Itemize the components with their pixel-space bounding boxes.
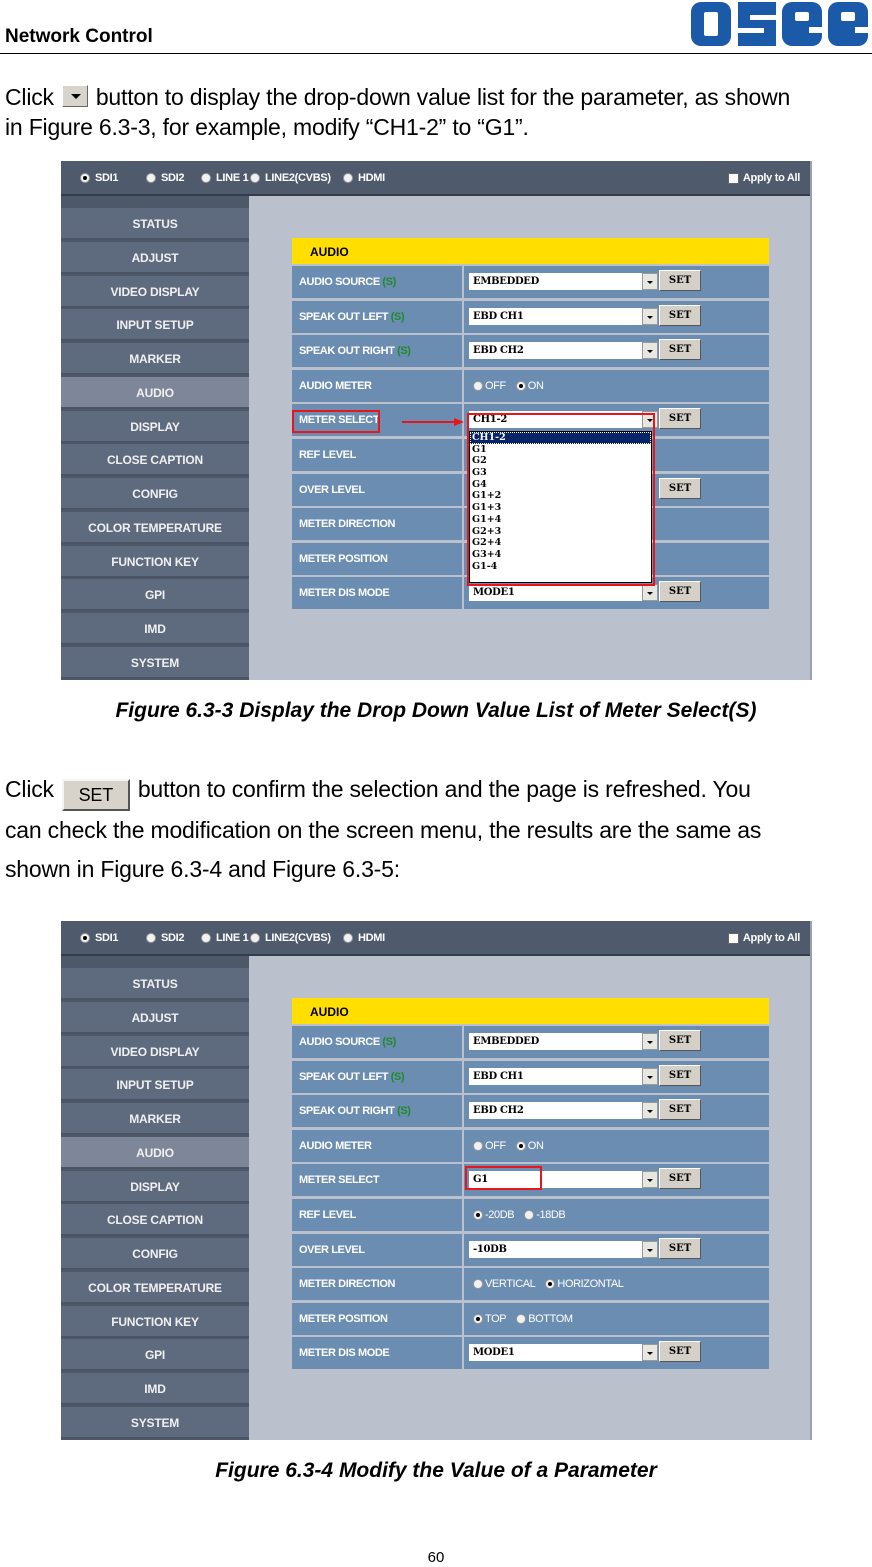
radio-group <box>473 370 554 402</box>
setting-row-audio-meter <box>292 370 769 402</box>
audio-panel-header: AUDIO <box>292 998 769 1024</box>
dropdown-option[interactable]: G1-4 <box>472 560 498 572</box>
radio-option--20db[interactable]: -20DB <box>473 1209 514 1221</box>
set-button[interactable]: SET <box>659 1168 701 1189</box>
sidebar-item-imd[interactable]: IMD <box>61 613 249 645</box>
setting-label: METER DIS MODE <box>292 577 462 609</box>
value-select[interactable]: -10DB <box>469 1241 658 1258</box>
sidebar-item-input-setup[interactable]: INPUT SETUP <box>61 309 249 341</box>
page-number: 60 <box>427 1549 445 1566</box>
radio-option-off[interactable]: OFF <box>473 1140 506 1152</box>
radio-option-off[interactable]: OFF <box>473 380 506 392</box>
dropdown-arrow-icon[interactable] <box>642 1241 658 1258</box>
set-button[interactable]: SET <box>659 1099 701 1120</box>
setting-label: SPEAK OUT LEFT (S) <box>292 1061 462 1093</box>
setting-row-over-level <box>292 1234 769 1266</box>
dropdown-option[interactable]: G3+4 <box>472 548 502 560</box>
setting-label: METER DIRECTION <box>292 508 462 540</box>
sidebar-item-imd[interactable]: IMD <box>61 1373 249 1405</box>
sidebar-menu <box>61 196 249 680</box>
setting-label: AUDIO METER <box>292 1130 462 1162</box>
meter-select-dropdown-list <box>469 431 652 583</box>
value-select[interactable]: MODE1 <box>469 584 658 601</box>
page-header-title: Network Control <box>5 26 153 47</box>
sidebar-item-gpi[interactable]: GPI <box>61 1339 249 1371</box>
radio-icon[interactable] <box>473 1210 483 1220</box>
sidebar-item-input-setup[interactable]: INPUT SETUP <box>61 1069 249 1101</box>
setting-label: REF LEVEL <box>292 1199 462 1231</box>
figure-caption: Figure 6.3-4 Modify the Value of a Parameter <box>215 1459 657 1482</box>
dropdown-arrow-icon[interactable] <box>642 1102 658 1119</box>
dropdown-option[interactable]: G2+4 <box>472 537 502 549</box>
dropdown-arrow-icon[interactable] <box>642 1068 658 1085</box>
set-button[interactable]: SET <box>659 1238 701 1259</box>
setting-value-cell <box>464 370 769 402</box>
set-button-illustration: SET <box>62 779 130 811</box>
sidebar-item-close-caption[interactable]: CLOSE CAPTION <box>61 1204 249 1236</box>
radio-icon[interactable] <box>473 1279 483 1289</box>
radio-icon[interactable] <box>473 1314 483 1324</box>
set-button[interactable]: SET <box>659 1065 701 1086</box>
radio-icon[interactable] <box>250 933 260 943</box>
sidebar-item-config[interactable]: CONFIG <box>61 478 249 510</box>
radio-icon[interactable] <box>343 173 353 183</box>
setting-value-cell <box>464 301 769 333</box>
setting-value-cell <box>464 1303 769 1335</box>
sidebar-item-display[interactable]: DISPLAY <box>61 1171 249 1203</box>
radio-icon[interactable] <box>545 1279 555 1289</box>
radio-group <box>473 1130 554 1162</box>
radio-icon[interactable] <box>250 173 260 183</box>
value-select[interactable]: EBD CH1 <box>469 308 658 325</box>
setting-value-cell <box>464 1130 769 1162</box>
value-select[interactable]: EMBEDDED <box>469 1033 658 1050</box>
set-button[interactable]: SET <box>659 408 701 429</box>
red-arrow-head-icon <box>454 418 464 426</box>
setting-row-speak-out-left <box>292 301 769 333</box>
source-radio-line-1[interactable]: LINE 1 <box>201 932 248 944</box>
radio-icon[interactable] <box>80 933 90 943</box>
setting-row-meter-dis-mode <box>292 1337 769 1369</box>
setting-row-ref-level <box>292 1199 769 1231</box>
setting-value-cell <box>464 266 769 298</box>
dropdown-arrow-icon <box>62 85 88 107</box>
radio-icon[interactable] <box>516 381 526 391</box>
radio-option-vertical[interactable]: VERTICAL <box>473 1278 535 1290</box>
sidebar-item-audio[interactable]: AUDIO <box>61 1137 249 1169</box>
source-radio-sdi1[interactable]: SDI1 <box>80 172 118 184</box>
setting-label: AUDIO SOURCE (S) <box>292 1026 462 1058</box>
setting-label: AUDIO METER <box>292 370 462 402</box>
dropdown-arrow-icon[interactable] <box>642 308 658 325</box>
radio-icon[interactable] <box>80 173 90 183</box>
dropdown-arrow-icon[interactable] <box>642 1171 658 1188</box>
value-select[interactable]: MODE1 <box>469 1344 658 1361</box>
setting-label: SPEAK OUT RIGHT (S) <box>292 1095 462 1127</box>
sidebar-item-status[interactable]: STATUS <box>61 208 249 240</box>
checkbox-icon[interactable] <box>728 933 739 944</box>
sidebar-item-close-caption[interactable]: CLOSE CAPTION <box>61 444 249 476</box>
value-select[interactable]: EMBEDDED <box>469 273 658 290</box>
dropdown-option[interactable]: G1+3 <box>472 502 502 514</box>
radio-icon[interactable] <box>201 173 211 183</box>
sidebar-item-adjust[interactable]: ADJUST <box>61 242 249 274</box>
radio-option-bottom[interactable]: BOTTOM <box>516 1313 572 1325</box>
dropdown-arrow-icon[interactable] <box>642 1033 658 1050</box>
highlight-box-meter-select-value <box>465 1166 542 1190</box>
radio-option-horizontal[interactable]: HORIZONTAL <box>545 1278 623 1290</box>
figure-6-3-4-screenshot <box>61 921 812 1440</box>
setting-value-cell <box>464 1061 769 1093</box>
radio-icon[interactable] <box>524 1210 534 1220</box>
set-button[interactable]: SET <box>659 1030 701 1051</box>
sidebar-item-function-key[interactable]: FUNCTION KEY <box>61 1306 249 1338</box>
apply-to-all-checkbox[interactable]: Apply to All <box>728 932 800 944</box>
setting-label: METER SELECT <box>292 404 462 436</box>
sidebar-item-display[interactable]: DISPLAY <box>61 411 249 443</box>
dropdown-arrow-icon[interactable] <box>642 584 658 601</box>
sidebar-item-color-temperature[interactable]: COLOR TEMPERATURE <box>61 1272 249 1304</box>
radio-option-on[interactable]: ON <box>516 1140 544 1152</box>
dropdown-option[interactable]: CH1-2 <box>470 432 651 444</box>
setting-row-audio-source <box>292 1026 769 1058</box>
set-button[interactable]: SET <box>659 305 701 326</box>
setting-label: SPEAK OUT LEFT (S) <box>292 301 462 333</box>
radio-icon[interactable] <box>473 1141 483 1151</box>
sidebar-item-video-display[interactable]: VIDEO DISPLAY <box>61 276 249 308</box>
sidebar-item-config[interactable]: CONFIG <box>61 1238 249 1270</box>
setting-row-audio-source <box>292 266 769 298</box>
setting-value-cell <box>464 335 769 367</box>
source-radio-sdi2[interactable]: SDI2 <box>146 932 184 944</box>
dropdown-arrow-icon[interactable] <box>642 273 658 290</box>
sidebar-item-audio[interactable]: AUDIO <box>61 377 249 409</box>
sidebar-item-gpi[interactable]: GPI <box>61 579 249 611</box>
source-radio-line-1[interactable]: LINE 1 <box>201 172 248 184</box>
input-source-bar <box>61 161 812 196</box>
value-select[interactable]: EBD CH2 <box>469 1102 658 1119</box>
figure-6-3-3-screenshot <box>61 161 812 680</box>
set-button[interactable]: SET <box>659 581 701 602</box>
setting-label: AUDIO SOURCE (S) <box>292 266 462 298</box>
setting-value-cell <box>464 1337 769 1369</box>
radio-group <box>473 1199 575 1231</box>
setting-value-cell <box>464 1095 769 1127</box>
value-select[interactable]: EBD CH2 <box>469 342 658 359</box>
sidebar-item-marker[interactable]: MARKER <box>61 1103 249 1135</box>
sidebar-item-system[interactable]: SYSTEM <box>61 647 249 679</box>
dropdown-option[interactable]: G3 <box>472 467 487 479</box>
radio-icon[interactable] <box>343 933 353 943</box>
sidebar-menu <box>61 956 249 1440</box>
radio-option-top[interactable]: TOP <box>473 1313 506 1325</box>
set-button[interactable]: SET <box>659 1341 701 1362</box>
radio-icon[interactable] <box>201 933 211 943</box>
sidebar-item-function-key[interactable]: FUNCTION KEY <box>61 546 249 578</box>
setting-label: OVER LEVEL <box>292 1234 462 1266</box>
setting-label: METER DIS MODE <box>292 1337 462 1369</box>
radio-group <box>473 1303 583 1335</box>
value-select[interactable]: EBD CH1 <box>469 1068 658 1085</box>
setting-label: REF LEVEL <box>292 439 462 471</box>
source-radio-hdmi[interactable]: HDMI <box>343 932 385 944</box>
dropdown-option[interactable]: G2+3 <box>472 525 502 537</box>
audio-panel-header: AUDIO <box>292 238 769 264</box>
source-radio-line2-cvbs-[interactable]: LINE2(CVBS) <box>250 172 331 184</box>
radio-icon[interactable] <box>473 381 483 391</box>
highlight-box-meter-select-label <box>292 410 380 433</box>
sidebar-item-system[interactable]: SYSTEM <box>61 1407 249 1439</box>
dropdown-arrow-icon[interactable] <box>642 1344 658 1361</box>
dropdown-arrow-icon[interactable] <box>642 342 658 359</box>
setting-value-cell <box>464 1026 769 1058</box>
value-select[interactable]: G1 <box>469 1171 658 1188</box>
setting-row-speak-out-left <box>292 1061 769 1093</box>
setting-value-cell <box>464 1234 769 1266</box>
source-radio-hdmi[interactable]: HDMI <box>343 172 385 184</box>
setting-label: SPEAK OUT RIGHT (S) <box>292 335 462 367</box>
sidebar-item-adjust[interactable]: ADJUST <box>61 1002 249 1034</box>
set-button[interactable]: SET <box>659 339 701 360</box>
dropdown-option[interactable]: G4 <box>472 478 487 490</box>
intro-paragraph: Click button to display the drop-down value list for the parameter, as shown in Figure 6.3-3, for example, modify “CH1-2” to “G1”. <box>5 84 791 140</box>
setting-label: OVER LEVEL <box>292 474 462 506</box>
source-radio-sdi2[interactable]: SDI2 <box>146 172 184 184</box>
source-radio-line2-cvbs-[interactable]: LINE2(CVBS) <box>250 932 331 944</box>
setting-row-meter-direction <box>292 1268 769 1300</box>
setting-label: METER SELECT <box>292 1164 462 1196</box>
dropdown-option[interactable]: G1 <box>472 443 487 455</box>
sidebar-item-marker[interactable]: MARKER <box>61 343 249 375</box>
source-radio-sdi1[interactable]: SDI1 <box>80 932 118 944</box>
setting-row-speak-out-right <box>292 335 769 367</box>
input-source-bar <box>61 921 812 956</box>
sidebar-item-status[interactable]: STATUS <box>61 968 249 1000</box>
radio-icon[interactable] <box>146 173 156 183</box>
set-button[interactable]: SET <box>659 270 701 291</box>
sidebar-item-video-display[interactable]: VIDEO DISPLAY <box>61 1036 249 1068</box>
red-arrow-icon <box>402 421 454 423</box>
setting-row-meter-position <box>292 1303 769 1335</box>
radio-option--18db[interactable]: -18DB <box>524 1209 565 1221</box>
setting-row-audio-meter <box>292 1130 769 1162</box>
radio-option-on[interactable]: ON <box>516 380 544 392</box>
checkbox-icon[interactable] <box>728 173 739 184</box>
osee-logo <box>688 0 872 48</box>
apply-to-all-checkbox[interactable]: Apply to All <box>728 172 800 184</box>
setting-row-speak-out-right <box>292 1095 769 1127</box>
dropdown-option[interactable]: G1+4 <box>472 513 502 525</box>
setting-label: METER DIRECTION <box>292 1268 462 1300</box>
radio-icon[interactable] <box>516 1141 526 1151</box>
setting-value-cell <box>464 1268 769 1300</box>
radio-icon[interactable] <box>146 933 156 943</box>
setting-label: METER POSITION <box>292 1303 462 1335</box>
sidebar-item-color-temperature[interactable]: COLOR TEMPERATURE <box>61 512 249 544</box>
dropdown-option[interactable]: G1+2 <box>472 490 502 502</box>
value-select[interactable]: CH1-2 <box>469 411 658 428</box>
dropdown-option[interactable]: G2 <box>472 455 487 467</box>
set-button[interactable]: SET <box>659 478 701 499</box>
mid-paragraph: Click SET button to confirm the selection and the page is refreshed. You can check the modification on the screen menu, the results are the same as shown in Figure 6.3-4 and Figure 6.3-5: <box>5 776 762 882</box>
figure-caption: Figure 6.3-3 Display the Drop Down Value List of Meter Select(S) <box>115 699 757 722</box>
radio-group <box>473 1268 633 1300</box>
header-divider <box>0 53 872 54</box>
radio-icon[interactable] <box>516 1314 526 1324</box>
setting-label: METER POSITION <box>292 543 462 575</box>
setting-value-cell <box>464 1199 769 1231</box>
